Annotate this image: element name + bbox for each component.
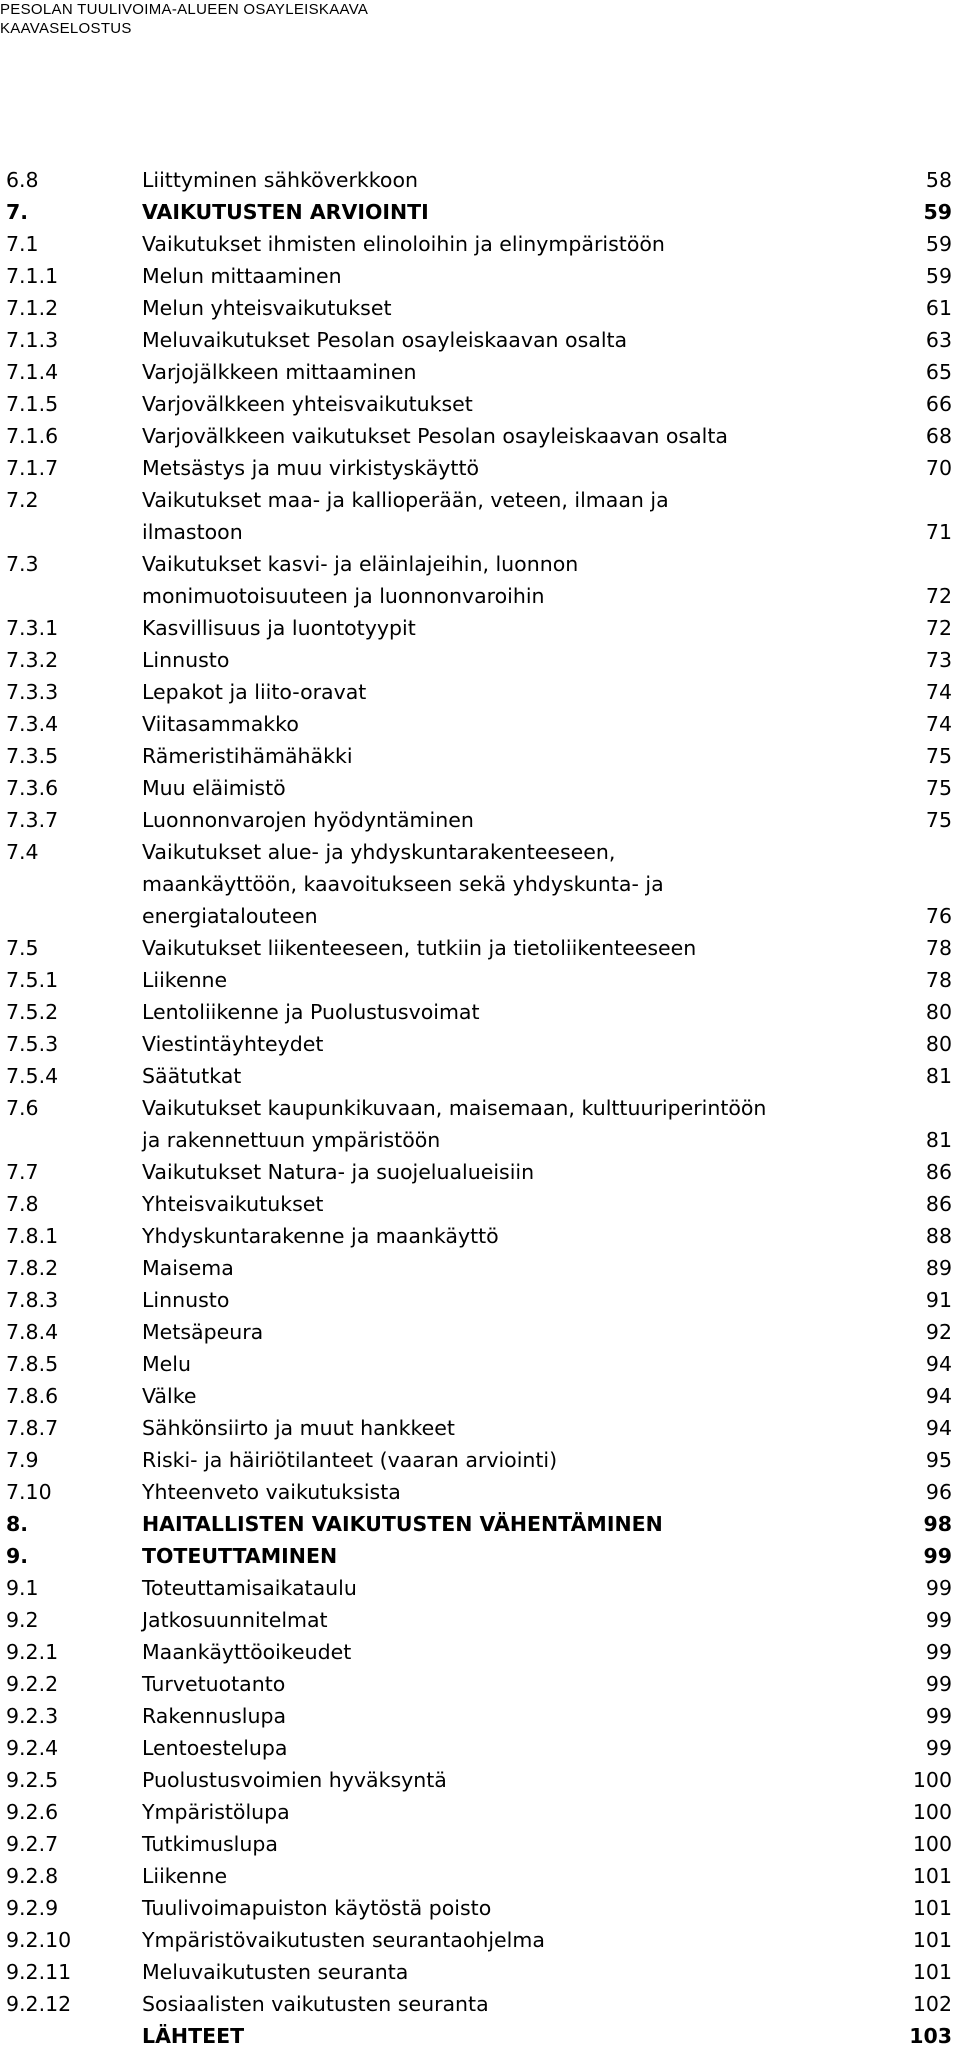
toc-section-number: 7.8.3 <box>6 1288 59 1312</box>
toc-page-number: 74 <box>925 680 952 704</box>
toc-entry <box>0 1380 960 1412</box>
toc-section-number: 7.8.6 <box>6 1384 59 1408</box>
toc-section-number: 7.1.4 <box>6 360 59 384</box>
toc-section-number: 9. <box>6 1544 29 1568</box>
toc-page-number: 73 <box>925 648 952 672</box>
toc-entry <box>0 1796 960 1828</box>
toc-section-title: ja rakennettuun ympäristöön <box>142 1128 441 1152</box>
toc-section-number: 9.2 <box>6 1608 39 1632</box>
toc-section-number: 9.1 <box>6 1576 39 1600</box>
toc-section-title: Tuulivoimapuiston käytöstä poisto <box>142 1896 492 1920</box>
toc-page-number: 75 <box>925 808 952 832</box>
toc-page-number: 58 <box>925 168 952 192</box>
toc-section-title: Rakennuslupa <box>142 1704 287 1728</box>
toc-entry <box>0 228 960 260</box>
toc-entry <box>0 1988 960 2020</box>
toc-section-title: LÄHTEET <box>142 2024 245 2048</box>
toc-section-number: 6.8 <box>6 168 39 192</box>
toc-section-number: 7.1 <box>6 232 39 256</box>
toc-page-number: 94 <box>925 1416 952 1440</box>
toc-section-title: energiatalouteen <box>142 904 318 928</box>
toc-entry <box>0 1828 960 1860</box>
toc-section-number: 7. <box>6 200 29 224</box>
toc-entry <box>0 1156 960 1188</box>
toc-page-number: 70 <box>925 456 952 480</box>
toc-page-number: 99 <box>925 1608 952 1632</box>
toc-entry <box>0 644 960 676</box>
toc-page-number: 72 <box>925 584 952 608</box>
toc-page-number: 80 <box>925 1032 952 1056</box>
toc-section-number: 7.3.6 <box>6 776 59 800</box>
toc-section-title: Varjovälkkeen vaikutukset Pesolan osayleiskaavan osalta <box>142 424 728 448</box>
toc-section-title: Melu <box>142 1352 191 1376</box>
toc-section-title: Vaikutukset liikenteeseen, tutkiin ja tietoliikenteeseen <box>142 936 697 960</box>
toc-entry <box>0 1604 960 1636</box>
toc-section-number: 7.3.5 <box>6 744 59 768</box>
toc-page-number: 86 <box>925 1192 952 1216</box>
toc-entry <box>0 420 960 452</box>
toc-section-number: 9.2.7 <box>6 1832 59 1856</box>
toc-section-number: 7.3.3 <box>6 680 59 704</box>
toc-section-title: Ympäristövaikutusten seurantaohjelma <box>142 1928 545 1952</box>
toc-section-number: 7.5.2 <box>6 1000 59 1024</box>
toc-section-title: Vaikutukset kaupunkikuvaan, maisemaan, kulttuuriperintöön <box>142 1096 767 1120</box>
toc-page-number: 65 <box>925 360 952 384</box>
toc-section-number: 9.2.8 <box>6 1864 59 1888</box>
toc-entry <box>0 676 960 708</box>
toc-section-title: HAITALLISTEN VAIKUTUSTEN VÄHENTÄMINEN <box>142 1512 663 1536</box>
toc-page-number: 99 <box>925 1704 952 1728</box>
toc-page-number: 96 <box>925 1480 952 1504</box>
toc-page-number: 81 <box>925 1064 952 1088</box>
toc-section-title: Yhteenveto vaikutuksista <box>142 1480 401 1504</box>
toc-section-title: Maankäyttöoikeudet <box>142 1640 352 1664</box>
toc-section-title: Viestintäyhteydet <box>142 1032 324 1056</box>
toc-section-title: Puolustusvoimien hyväksyntä <box>142 1768 447 1792</box>
toc-section-number: 7.8.4 <box>6 1320 59 1344</box>
toc-section-title: Melun mittaaminen <box>142 264 342 288</box>
toc-section-number: 7.3.2 <box>6 648 59 672</box>
toc-section-title: Yhteisvaikutukset <box>142 1192 324 1216</box>
toc-page-number: 61 <box>925 296 952 320</box>
toc-section-number: 9.2.2 <box>6 1672 59 1696</box>
toc-entry <box>0 1092 960 1124</box>
toc-entry <box>0 1284 960 1316</box>
toc-page-number: 68 <box>925 424 952 448</box>
toc-section-title: Tutkimuslupa <box>142 1832 278 1856</box>
toc-entry <box>0 1220 960 1252</box>
toc-page-number: 78 <box>925 968 952 992</box>
toc-section-title: Lepakot ja liito-oravat <box>142 680 367 704</box>
toc-entry <box>0 260 960 292</box>
toc-section-number: 7.7 <box>6 1160 39 1184</box>
toc-section-title: Toteuttamisaikataulu <box>142 1576 357 1600</box>
toc-section-title: Turvetuotanto <box>142 1672 286 1696</box>
header-subtitle: KAAVASELOSTUS <box>0 20 132 37</box>
toc-section-title: Riski- ja häiriötilanteet (vaaran arviointi) <box>142 1448 558 1472</box>
toc-section-title: Liikenne <box>142 968 228 992</box>
toc-entry <box>0 484 960 516</box>
toc-page-number: 99 <box>925 1672 952 1696</box>
toc-page-number: 76 <box>925 904 952 928</box>
toc-section-number: 9.2.10 <box>6 1928 72 1952</box>
toc-entry <box>0 1124 960 1156</box>
toc-entry <box>0 1924 960 1956</box>
toc-entry <box>0 932 960 964</box>
toc-section-title: Vaikutukset kasvi- ja eläinlajeihin, luonnon <box>142 552 579 576</box>
toc-entry <box>0 548 960 580</box>
toc-section-title: Lentoestelupa <box>142 1736 288 1760</box>
toc-page-number: 98 <box>923 1512 952 1536</box>
toc-page-number: 81 <box>925 1128 952 1152</box>
toc-page-number: 75 <box>925 776 952 800</box>
toc-section-title: Liittyminen sähköverkkoon <box>142 168 418 192</box>
toc-page-number: 103 <box>909 2024 952 2048</box>
toc-page-number: 71 <box>925 520 952 544</box>
toc-section-number: 7.8.2 <box>6 1256 59 1280</box>
toc-section-title: Vaikutukset alue- ja yhdyskuntarakenteeseen, <box>142 840 616 864</box>
toc-section-number: 9.2.5 <box>6 1768 59 1792</box>
toc-section-title: Lentoliikenne ja Puolustusvoimat <box>142 1000 480 1024</box>
toc-section-number: 9.2.1 <box>6 1640 59 1664</box>
toc-page-number: 80 <box>925 1000 952 1024</box>
toc-entry <box>0 964 960 996</box>
toc-page-number: 59 <box>925 264 952 288</box>
toc-entry <box>0 708 960 740</box>
table-of-contents <box>0 164 960 2052</box>
toc-entry <box>0 1028 960 1060</box>
toc-page-number: 66 <box>925 392 952 416</box>
toc-entry <box>0 388 960 420</box>
toc-section-number: 7.1.5 <box>6 392 59 416</box>
toc-section-title: VAIKUTUSTEN ARVIOINTI <box>142 200 429 224</box>
toc-entry <box>0 1444 960 1476</box>
toc-page-number: 101 <box>912 1896 952 1920</box>
toc-section-number: 9.2.11 <box>6 1960 72 1984</box>
toc-section-title: Jatkosuunnitelmat <box>142 1608 328 1632</box>
toc-section-title: Säätutkat <box>142 1064 242 1088</box>
toc-page-number: 99 <box>925 1576 952 1600</box>
toc-section-number: 7.8.7 <box>6 1416 59 1440</box>
header-title: PESOLAN TUULIVOIMA-ALUEEN OSAYLEISKAAVA <box>0 1 369 18</box>
toc-section-number: 7.1.1 <box>6 264 59 288</box>
toc-section-title: Välke <box>142 1384 197 1408</box>
toc-section-title: Viitasammakko <box>142 712 299 736</box>
toc-entry <box>0 516 960 548</box>
toc-page-number: 100 <box>912 1768 952 1792</box>
toc-section-title: Linnusto <box>142 648 230 672</box>
toc-entry <box>0 1732 960 1764</box>
toc-entry <box>0 804 960 836</box>
toc-section-title: Liikenne <box>142 1864 228 1888</box>
toc-section-title: ilmastoon <box>142 520 243 544</box>
toc-entry <box>0 164 960 196</box>
toc-page-number: 102 <box>912 1992 952 2016</box>
toc-section-number: 8. <box>6 1512 29 1536</box>
toc-section-number: 7.3.7 <box>6 808 59 832</box>
toc-section-number: 7.1.2 <box>6 296 59 320</box>
toc-page-number: 72 <box>925 616 952 640</box>
toc-page-number: 88 <box>925 1224 952 1248</box>
toc-entry <box>0 1956 960 1988</box>
toc-page-number: 86 <box>925 1160 952 1184</box>
toc-page-number: 100 <box>912 1832 952 1856</box>
toc-section-number: 7.2 <box>6 488 39 512</box>
toc-entry <box>0 2020 960 2052</box>
toc-section-title: Varjovälkkeen yhteisvaikutukset <box>142 392 473 416</box>
toc-page-number: 99 <box>923 1544 952 1568</box>
toc-section-number: 7.1.7 <box>6 456 59 480</box>
toc-section-title: Linnusto <box>142 1288 230 1312</box>
toc-section-number: 7.5.3 <box>6 1032 59 1056</box>
toc-section-title: Metsäpeura <box>142 1320 264 1344</box>
document-header <box>0 0 368 38</box>
toc-page-number: 101 <box>912 1864 952 1888</box>
toc-section-title: Rämeristihämähäkki <box>142 744 353 768</box>
toc-page-number: 59 <box>925 232 952 256</box>
toc-page-number: 63 <box>925 328 952 352</box>
toc-entry <box>0 1892 960 1924</box>
toc-section-number: 7.9 <box>6 1448 39 1472</box>
toc-page-number: 59 <box>923 200 952 224</box>
toc-entry <box>0 740 960 772</box>
toc-section-number: 7.3 <box>6 552 39 576</box>
toc-section-number: 9.2.4 <box>6 1736 59 1760</box>
toc-page-number: 89 <box>925 1256 952 1280</box>
toc-entry <box>0 324 960 356</box>
toc-section-title: Vaikutukset ihmisten elinoloihin ja elinympäristöön <box>142 232 665 256</box>
toc-entry <box>0 1860 960 1892</box>
toc-page-number: 92 <box>925 1320 952 1344</box>
toc-entry <box>0 1060 960 1092</box>
toc-page-number: 101 <box>912 1960 952 1984</box>
toc-entry <box>0 1668 960 1700</box>
toc-entry <box>0 1764 960 1796</box>
toc-entry <box>0 452 960 484</box>
toc-section-number: 7.8 <box>6 1192 39 1216</box>
toc-entry <box>0 196 960 228</box>
toc-section-title: Vaikutukset maa- ja kallioperään, veteen, ilmaan ja <box>142 488 669 512</box>
toc-entry <box>0 1700 960 1732</box>
toc-page-number: 94 <box>925 1384 952 1408</box>
toc-entry <box>0 1252 960 1284</box>
toc-section-title: Yhdyskuntarakenne ja maankäyttö <box>142 1224 499 1248</box>
toc-section-title: Sosiaalisten vaikutusten seuranta <box>142 1992 489 2016</box>
toc-page-number: 74 <box>925 712 952 736</box>
toc-section-title: TOTEUTTAMINEN <box>142 1544 338 1568</box>
toc-section-title: monimuotoisuuteen ja luonnonvaroihin <box>142 584 545 608</box>
toc-entry <box>0 1572 960 1604</box>
toc-entry <box>0 868 960 900</box>
toc-section-title: Luonnonvarojen hyödyntäminen <box>142 808 474 832</box>
toc-entry <box>0 1636 960 1668</box>
toc-entry <box>0 612 960 644</box>
toc-section-number: 7.4 <box>6 840 39 864</box>
toc-page-number: 99 <box>925 1640 952 1664</box>
toc-entry <box>0 356 960 388</box>
toc-section-number: 7.6 <box>6 1096 39 1120</box>
toc-entry <box>0 1508 960 1540</box>
toc-entry <box>0 580 960 612</box>
toc-section-number: 7.3.1 <box>6 616 59 640</box>
toc-entry <box>0 836 960 868</box>
toc-page-number: 99 <box>925 1736 952 1760</box>
toc-entry <box>0 900 960 932</box>
toc-section-title: Maisema <box>142 1256 234 1280</box>
toc-entry <box>0 1540 960 1572</box>
toc-entry <box>0 772 960 804</box>
toc-page-number: 91 <box>925 1288 952 1312</box>
toc-section-title: Kasvillisuus ja luontotyypit <box>142 616 416 640</box>
toc-section-number: 7.5 <box>6 936 39 960</box>
toc-entry <box>0 292 960 324</box>
toc-page-number: 100 <box>912 1800 952 1824</box>
toc-section-title: Muu eläimistö <box>142 776 286 800</box>
toc-entry <box>0 1188 960 1220</box>
toc-section-title: Metsästys ja muu virkistyskäyttö <box>142 456 480 480</box>
toc-entry <box>0 996 960 1028</box>
toc-section-number: 7.1.6 <box>6 424 59 448</box>
toc-page-number: 95 <box>925 1448 952 1472</box>
toc-section-number: 9.2.6 <box>6 1800 59 1824</box>
toc-section-number: 7.5.1 <box>6 968 59 992</box>
toc-section-number: 9.2.3 <box>6 1704 59 1728</box>
toc-section-number: 9.2.9 <box>6 1896 59 1920</box>
toc-section-number: 7.10 <box>6 1480 52 1504</box>
toc-entry <box>0 1348 960 1380</box>
toc-section-number: 7.8.1 <box>6 1224 59 1248</box>
toc-section-title: Meluvaikutukset Pesolan osayleiskaavan osalta <box>142 328 628 352</box>
toc-section-title: Melun yhteisvaikutukset <box>142 296 392 320</box>
toc-section-title: Meluvaikutusten seuranta <box>142 1960 409 1984</box>
toc-section-title: maankäyttöön, kaavoitukseen sekä yhdyskunta- ja <box>142 872 664 896</box>
toc-section-number: 9.2.12 <box>6 1992 72 2016</box>
toc-section-title: Varjojälkkeen mittaaminen <box>142 360 417 384</box>
toc-page-number: 101 <box>912 1928 952 1952</box>
toc-section-number: 7.1.3 <box>6 328 59 352</box>
toc-section-number: 7.3.4 <box>6 712 59 736</box>
toc-page-number: 94 <box>925 1352 952 1376</box>
toc-page-number: 75 <box>925 744 952 768</box>
toc-entry <box>0 1412 960 1444</box>
toc-section-title: Ympäristölupa <box>142 1800 290 1824</box>
toc-section-number: 7.5.4 <box>6 1064 59 1088</box>
toc-page-number: 78 <box>925 936 952 960</box>
toc-entry <box>0 1476 960 1508</box>
toc-section-title: Sähkönsiirto ja muut hankkeet <box>142 1416 455 1440</box>
toc-section-number: 7.8.5 <box>6 1352 59 1376</box>
toc-section-title: Vaikutukset Natura- ja suojelualueisiin <box>142 1160 535 1184</box>
toc-entry <box>0 1316 960 1348</box>
